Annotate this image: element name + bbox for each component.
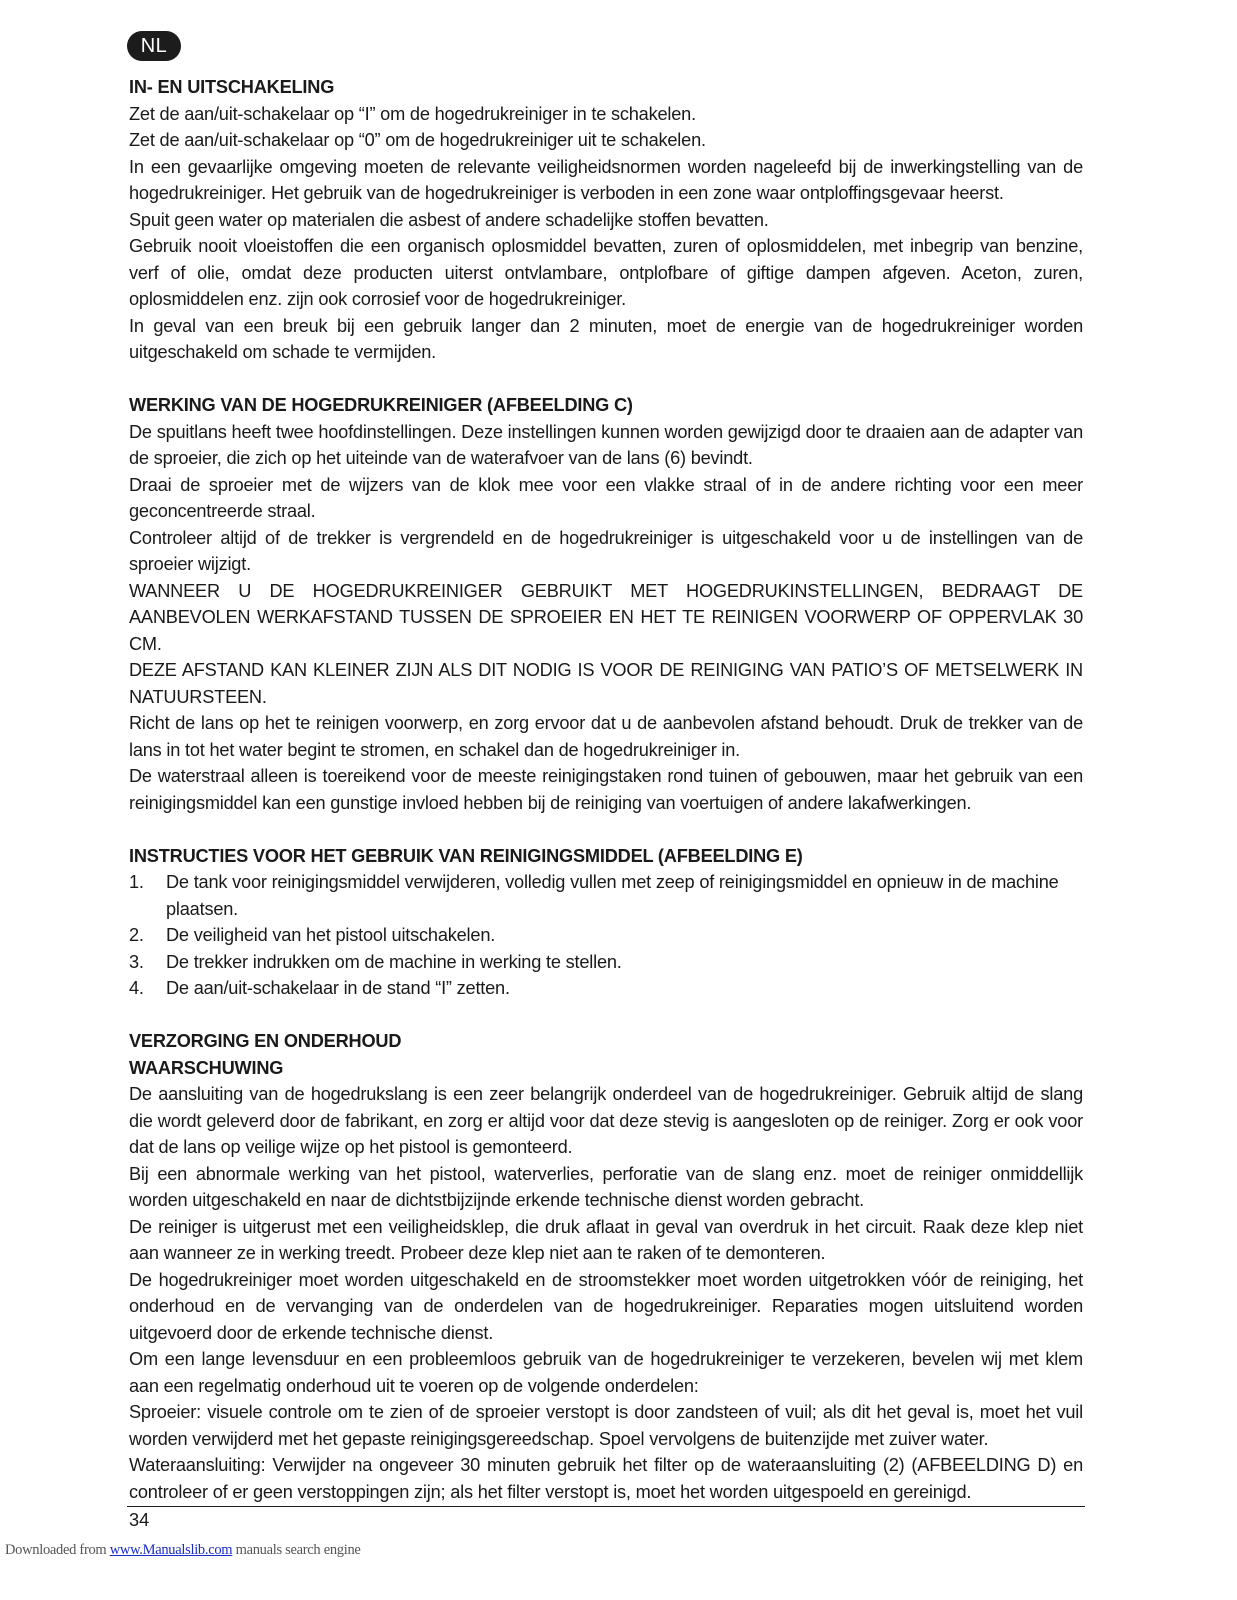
list-item: [129, 869, 1083, 922]
list-item: [129, 922, 1083, 949]
section-heading-detergent: INSTRUCTIES VOOR HET GEBRUIK VAN REINIGINGSMIDDEL (AFBEELDING E): [129, 845, 803, 866]
paragraph: Zet de aan/uit-schakelaar op “0” om de hogedrukreiniger uit te schakelen.: [129, 130, 706, 150]
language-badge: NL: [127, 31, 181, 61]
paragraph: Zet de aan/uit-schakelaar op “I” om de hogedrukreiniger in te schakelen.: [129, 103, 696, 124]
paragraph: Sproeier: visuele controle om te zien of de sproeier verstopt is door zandsteen of vuil; als dit het geval is, moet het vuil worden verwijderd met het gepaste reinigingsgereedschap. Spoel vervolgens de buitenzijde met zuiver water.: [129, 1402, 1083, 1449]
paragraph: Controleer altijd of de trekker is vergrendeld en de hogedrukreiniger is uitgeschakeld voor u de instellingen van de sproeier wijzigt.: [129, 527, 1083, 574]
footer-suffix: manuals search engine: [232, 1542, 361, 1558]
footer-rule: [127, 1506, 1085, 1507]
section-gap: [129, 366, 1083, 393]
step-number: 3.: [129, 951, 144, 972]
step-text: De trekker indrukken om de machine in werking te stellen.: [166, 951, 622, 972]
warning-paragraph: DEZE AFSTAND KAN KLEINER ZIJN ALS DIT NODIG IS VOOR DE REINIGING VAN PATIO’S OF METSELWERK IN NATUURSTEEN.: [129, 660, 1083, 707]
page-number: 34: [129, 1510, 150, 1530]
step-text: De veiligheid van het pistool uitschakelen.: [166, 925, 496, 945]
paragraph: In geval van een breuk bij een gebruik langer dan 2 minuten, moet de energie van de hogedrukreiniger worden uitgeschakeld om schade te vermijden.: [129, 315, 1083, 362]
section-gap: [129, 816, 1083, 843]
section-heading-maintenance: VERZORGING EN ONDERHOUD: [129, 1031, 402, 1051]
paragraph: Om een lange levensduur en een probleemloos gebruik van de hogedrukreiniger te verzekeren, bevelen wij met klem aan een regelmatig onderhoud uit te voeren op de volgende onderdelen:: [129, 1349, 1083, 1396]
paragraph: De spuitlans heeft twee hoofdinstellingen. Deze instellingen kunnen worden gewijzigd door te draaien aan de adapter van de sproeier, die zich op het uiteinde van de waterafvoer van de lans (6) bevindt.: [129, 421, 1083, 468]
manual-content: [129, 74, 1083, 1505]
list-item: [129, 975, 1083, 1002]
manualslib-link[interactable]: www.Manualslib.com: [109, 1542, 233, 1558]
step-number: 1.: [129, 872, 144, 892]
list-item: [129, 949, 1083, 976]
footer-prefix: Downloaded from: [5, 1542, 110, 1558]
paragraph: Spuit geen water op materialen die asbest of andere schadelijke stoffen bevatten.: [129, 209, 769, 230]
paragraph: Bij een abnormale werking van het pistool, waterverlies, perforatie van de slang enz. moet de reiniger onmiddellijk worden uitgeschakeld en naar de dichtstbijzijnde erkende technische dienst worden gebracht.: [129, 1163, 1083, 1210]
section-heading-switching: IN- EN UITSCHAKELING: [129, 77, 335, 97]
paragraph: De reiniger is uitgerust met een veiligheidsklep, die druk aflaat in geval van overdruk in het circuit. Raak deze klep niet aan wanneer ze in werking treedt. Probeer deze klep niet aan te raken of te demonteren.: [129, 1216, 1083, 1263]
paragraph: De hogedrukreiniger moet worden uitgeschakeld en de stroomstekker moet worden uitgetrokken vóór de reiniging, het onderhoud en de vervanging van de onderdelen van de hogedrukreiniger. Reparaties mogen uitsluitend worden uitgevoerd door de erkende technische dienst.: [129, 1269, 1083, 1343]
paragraph: In een gevaarlijke omgeving moeten de relevante veiligheidsnormen worden nageleefd bij de inwerkingstelling van de hogedrukreiniger. Het gebruik van de hogedrukreiniger is verboden in een zone waar ontploffingsgevaar heerst.: [129, 156, 1083, 203]
step-text: De tank voor reinigingsmiddel verwijderen, volledig vullen met zeep of reinigingsmiddel en opnieuw in de machine plaatsen.: [166, 872, 1059, 919]
paragraph: Richt de lans op het te reinigen voorwerp, en zorg ervoor dat u de aanbevolen afstand behoudt. Druk de trekker van de lans in tot het water begint te stromen, en schakel dan de hogedrukreiniger in.: [129, 713, 1083, 760]
paragraph: De waterstraal alleen is toereikend voor de meeste reinigingstaken rond tuinen of gebouwen, maar het gebruik van een reinigingsmiddel kan een gunstige invloed hebben bij de reiniging van voertuigen of andere lakafwerkingen.: [129, 766, 1083, 813]
paragraph: Draai de sproeier met de wijzers van de klok mee voor een vlakke straal of in de andere richting voor een meer geconcentreerde straal.: [129, 474, 1083, 521]
paragraph: Wateraansluiting: Verwijder na ongeveer 30 minuten gebruik het filter op de wateraansluiting (2) (AFBEELDING D) en controleer of er geen verstoppingen zijn; als het filter verstopt is, moet het worden uitgespoeld en gereinigd.: [129, 1455, 1083, 1502]
paragraph: Gebruik nooit vloeistoffen die een organisch oplosmiddel bevatten, zuren of oplosmiddelen, met inbegrip van benzine, verf of olie, omdat deze producten uiterst ontvlambare, ontplofbare of giftige dampen afgeven. Aceton, zuren, oplosmiddelen enz. zijn ook corrosief voor de hogedrukreiniger.: [129, 236, 1083, 309]
warning-paragraph: WANNEER U DE HOGEDRUKREINIGER GEBRUIKT MET HOGEDRUKINSTELLINGEN, BEDRAAGT DE AANBEVOLEN WERKAFSTAND TUSSEN DE SPROEIER EN HET TE REINIGEN VOORWERP OF OPPERVLAK 30 CM.: [129, 580, 1083, 654]
steps-list: [129, 869, 1083, 1002]
section-gap: [129, 1002, 1083, 1029]
step-number: 4.: [129, 978, 144, 998]
step-number: 2.: [129, 925, 144, 945]
download-footer: [5, 1542, 361, 1559]
paragraph: De aansluiting van de hogedrukslang is een zeer belangrijk onderdeel van de hogedrukreiniger. Gebruik altijd de slang die wordt geleverd door de fabrikant, en zorg er altijd voor dat deze stevig is aangesloten op de reiniger. Zorg er ook voor dat de lans op veilige wijze op het pistool is gemonteerd.: [129, 1084, 1083, 1157]
step-text: De aan/uit-schakelaar in de stand “I” zetten.: [166, 978, 510, 998]
section-heading-operation: WERKING VAN DE HOGEDRUKREINIGER (AFBEELDING C): [129, 395, 633, 415]
section-subheading-warning: WAARSCHUWING: [129, 1057, 284, 1078]
